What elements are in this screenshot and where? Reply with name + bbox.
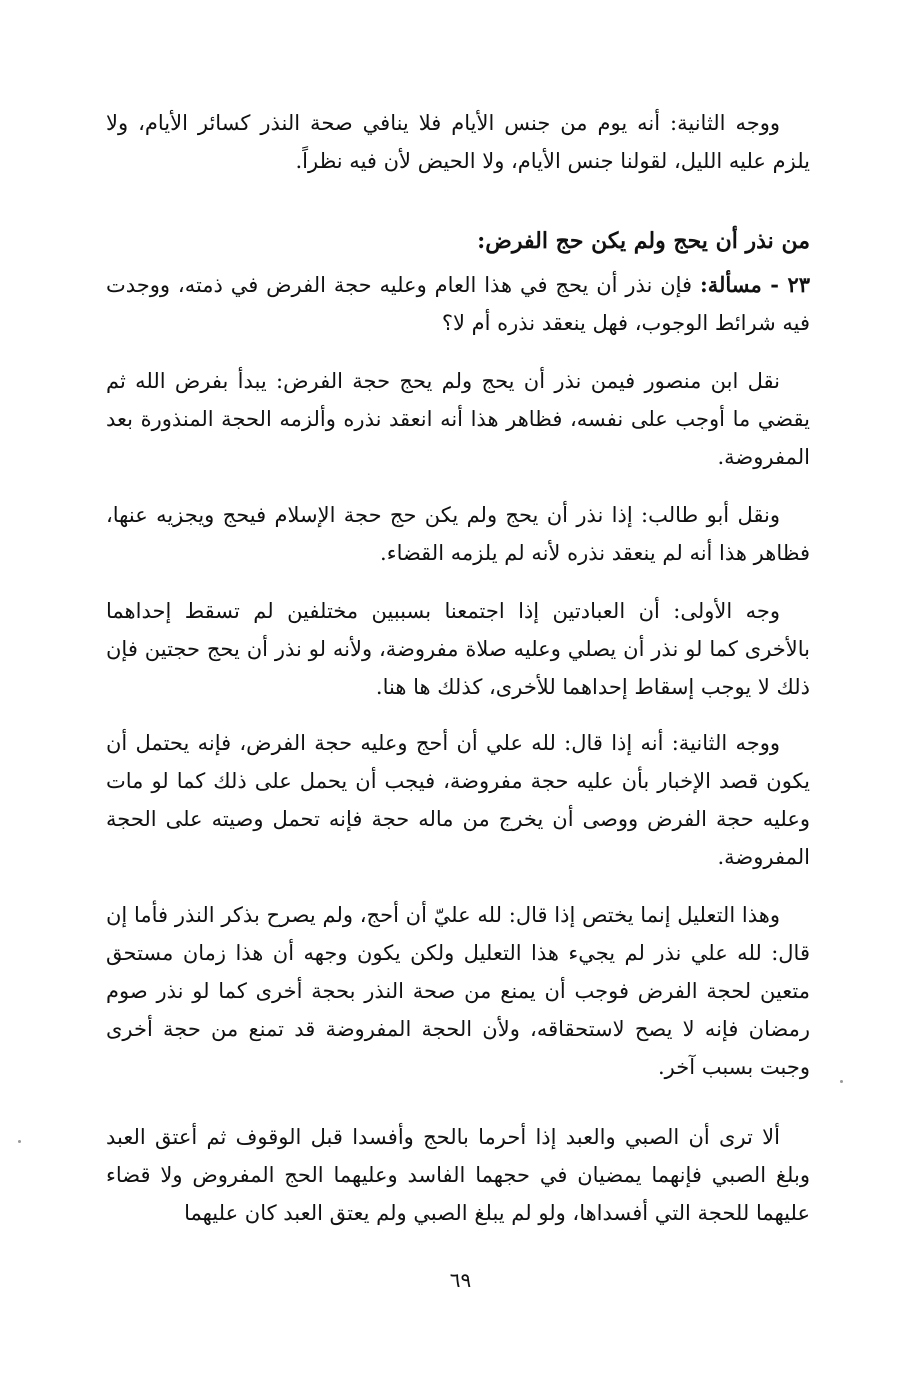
scan-speck [18, 1140, 21, 1143]
paragraph-ibn-mansur-report: نقل ابن منصور فيمن نذر أن يحج ولم يحج حجة الفرض: يبدأ بفرض الله ثم يقضي ما أوجب على نفسه، فظاهر هذا أنه انعقد نذره وألزمه الحجة المنذورة بعد المفروضة. [106, 369, 810, 469]
paragraph-abu-talib-report: ونقل أبو طالب: إذا نذر أن يحج ولم يكن حج حجة الإسلام فيحج ويجزيه عنها، فظاهر هذا أنه لم ينعقد نذره لأنه لم يلزمه القضاء. [106, 503, 810, 565]
section-heading: من نذر أن يحج ولم يكن حج الفرض: [477, 228, 810, 254]
text-block [106, 592, 810, 706]
issue-text: فإن نذر أن يحج في هذا العام وعليه حجة الفرض في ذمته، ووجدت فيه شرائط الوجوب، فهل ينعقد نذره أم لا؟ [106, 273, 810, 335]
text-block [106, 496, 810, 572]
paragraph-boy-and-slave: ألا ترى أن الصبي والعبد إذا أحرما بالحج وأفسدا قبل الوقوف ثم أعتق العبد وبلغ الصبي فإنهما يمضيان في حجهما الفاسد وعليهما الحج المفروض ولا قضاء عليهما للحجة التي أفسداها، ولو لم يبلغ الصبي ولم يعتق العبد كان عليهما [106, 1125, 810, 1225]
issue-paragraph [106, 266, 810, 342]
text-block [106, 1118, 810, 1232]
text-block [106, 896, 810, 1086]
paragraph-reason-second-view-2: ووجه الثانية: أنه إذا قال: لله علي أن أحج وعليه حجة الفرض، فإنه يحتمل أن يكون قصد الإخبار بأن عليه حجة مفروضة، فيجب أن يحمل على ذلك كما لو مات وعليه حجة الفرض ووصى أن يخرج من ماله حجة فإنه تحمل وصيته على الحجة المفروضة. [106, 731, 810, 869]
text-block [106, 362, 810, 476]
section-heading-block [106, 222, 810, 260]
issue-number-label: ٢٣ - مسألة: [699, 272, 810, 297]
text-block [106, 724, 810, 876]
paragraph-reason-first-view: وجه الأولى: أن العبادتين إذا اجتمعنا بسببين مختلفين لم تسقط إحداهما بالأخرى كما لو نذر أن يصلي وعليه صلاة مفروضة، ولأنه لو نذر أن يحج حجتين فإن ذلك لا يوجب إسقاط إحداهما للأخرى، كذلك ها هنا. [106, 599, 810, 699]
page-number: ٦٩ [449, 1268, 472, 1292]
paragraph-reason-second-view: ووجه الثانية: أنه يوم من جنس الأيام فلا ينافي صحة النذر كسائر الأيام، ولا يلزم عليه الليل، لقولنا جنس الأيام، ولا الحيض لأن فيه نظراً. [106, 111, 810, 173]
issue-block [106, 266, 810, 342]
scan-speck [840, 1080, 843, 1083]
text-block [106, 104, 810, 180]
paragraph-justification: وهذا التعليل إنما يختص إذا قال: لله عليّ أن أحج، ولم يصرح بذكر النذر فأما إن قال: لله علي نذر لم يجيء هذا التعليل ولكن يكون وجهه أن هذا زمان مستحق متعين لحجة الفرض فوجب أن يمنع من صحة النذر بحجة أخرى كما لو نذر صوم رمضان فإنه لا يصح لاستحقاقه، ولأن الحجة المفروضة قد تمنع من حجة أخرى وجبت بسبب آخر. [106, 903, 810, 1079]
